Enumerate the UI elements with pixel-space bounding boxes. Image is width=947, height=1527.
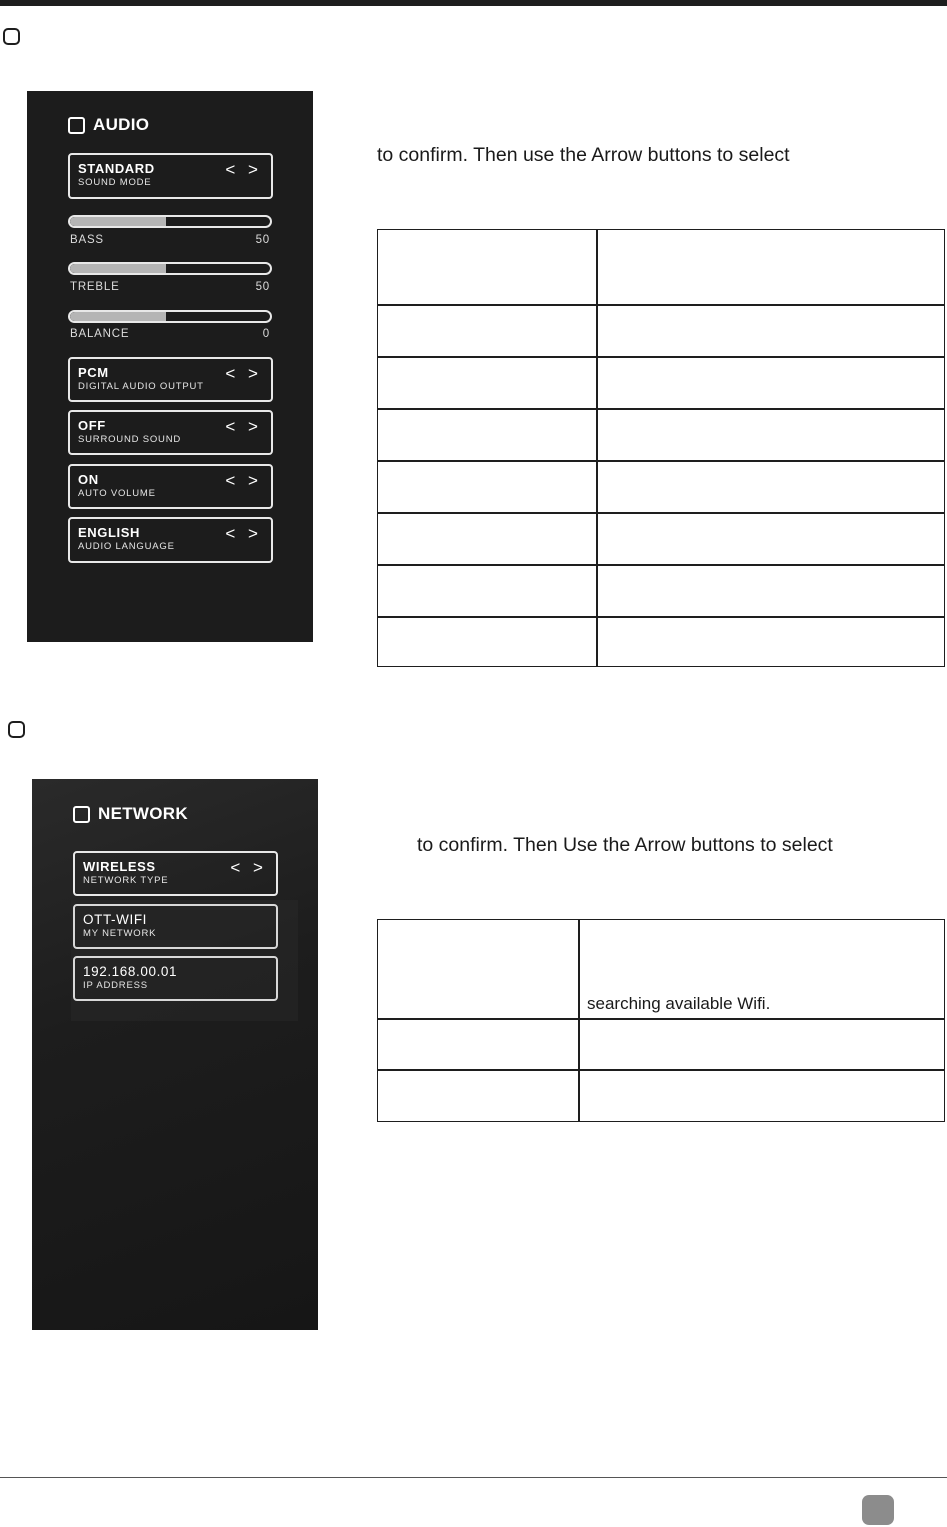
left-right-arrows-icon[interactable]: < > — [230, 858, 267, 877]
sound-mode-button[interactable] — [68, 153, 273, 199]
ip-address-label: IP ADDRESS — [83, 980, 148, 991]
digital-audio-output-button[interactable] — [68, 357, 273, 402]
digital-audio-output-value: PCM — [78, 365, 109, 380]
checkbox-icon — [73, 806, 90, 823]
network-title-text: NETWORK — [98, 804, 188, 823]
sound-mode-label: SOUND MODE — [78, 177, 152, 188]
surround-sound-label: SURROUND SOUND — [78, 434, 182, 445]
audio-language-button[interactable] — [68, 517, 273, 563]
left-right-arrows-icon[interactable]: < > — [225, 524, 262, 543]
audio-table-cell — [377, 460, 598, 514]
network-table-cell — [377, 1069, 580, 1122]
audio-table-cell — [596, 304, 945, 358]
network-instruction-text: to confirm. Then Use the Arrow buttons to select — [417, 834, 833, 856]
top-rule — [0, 0, 947, 6]
my-network-field[interactable] — [73, 904, 278, 949]
footer-rule — [0, 1477, 947, 1478]
balance-label-row — [70, 328, 270, 340]
left-right-arrows-icon[interactable]: < > — [225, 417, 262, 436]
audio-table-cell — [596, 616, 945, 667]
audio-table-cell — [377, 229, 598, 306]
bass-slider-fill — [70, 217, 166, 226]
network-type-value: WIRELESS — [83, 859, 156, 874]
audio-table-cell — [596, 229, 945, 306]
audio-instruction-text: to confirm. Then use the Arrow buttons to select — [377, 144, 790, 166]
section-icon-audio — [3, 28, 20, 45]
page-number-badge — [862, 1495, 894, 1525]
left-right-arrows-icon[interactable]: < > — [225, 471, 262, 490]
left-right-arrows-icon[interactable]: < > — [225, 160, 262, 179]
surround-sound-button[interactable] — [68, 410, 273, 455]
balance-label: BALANCE — [70, 328, 130, 340]
audio-table-cell — [596, 356, 945, 410]
my-network-label: MY NETWORK — [83, 928, 157, 939]
section-icon-network — [8, 721, 25, 738]
treble-label: TREBLE — [70, 281, 120, 293]
audio-menu-panel — [27, 91, 313, 642]
network-type-button[interactable] — [73, 851, 278, 896]
left-right-arrows-icon[interactable]: < > — [225, 364, 262, 383]
network-table-cell — [377, 1018, 580, 1071]
audio-table-cell — [596, 564, 945, 618]
balance-value: 0 — [262, 328, 270, 340]
audio-language-value: ENGLISH — [78, 525, 140, 540]
audio-table-cell — [596, 408, 945, 462]
treble-label-row — [70, 281, 270, 293]
network-table-cell — [377, 919, 580, 1020]
balance-slider-fill — [70, 312, 166, 321]
audio-language-label: AUDIO LANGUAGE — [78, 541, 175, 552]
bass-label-row — [70, 234, 270, 246]
bass-value: 50 — [255, 234, 270, 246]
network-table-cell — [578, 919, 945, 1020]
ip-address-field — [73, 956, 278, 1001]
network-type-description: searching available Wifi. — [587, 994, 771, 1013]
treble-slider[interactable] — [68, 262, 272, 275]
network-panel-title — [73, 804, 188, 824]
sound-mode-value: STANDARD — [78, 161, 155, 176]
audio-table-cell — [377, 512, 598, 566]
ip-address-value: 192.168.00.01 — [83, 964, 178, 979]
bass-label: BASS — [70, 234, 104, 246]
audio-table-cell — [377, 564, 598, 618]
audio-table-cell — [596, 512, 945, 566]
network-type-label: NETWORK TYPE — [83, 875, 169, 886]
digital-audio-output-label: DIGITAL AUDIO OUTPUT — [78, 381, 204, 392]
network-table-cell — [578, 1069, 945, 1122]
network-menu-panel — [32, 779, 318, 1330]
audio-table-cell — [377, 304, 598, 358]
balance-slider[interactable] — [68, 310, 272, 323]
treble-value: 50 — [255, 281, 270, 293]
audio-table-cell — [377, 616, 598, 667]
checkbox-icon — [68, 117, 85, 134]
audio-table-cell — [377, 408, 598, 462]
network-table-cell — [578, 1018, 945, 1071]
auto-volume-label: AUTO VOLUME — [78, 488, 156, 499]
auto-volume-value: ON — [78, 472, 99, 487]
bass-slider[interactable] — [68, 215, 272, 228]
auto-volume-button[interactable] — [68, 464, 273, 509]
audio-panel-title — [68, 115, 149, 135]
surround-sound-value: OFF — [78, 418, 106, 433]
my-network-value: OTT-WIFI — [83, 912, 148, 927]
treble-slider-fill — [70, 264, 166, 273]
audio-table-cell — [596, 460, 945, 514]
audio-title-text: AUDIO — [93, 115, 150, 134]
audio-table-cell — [377, 356, 598, 410]
